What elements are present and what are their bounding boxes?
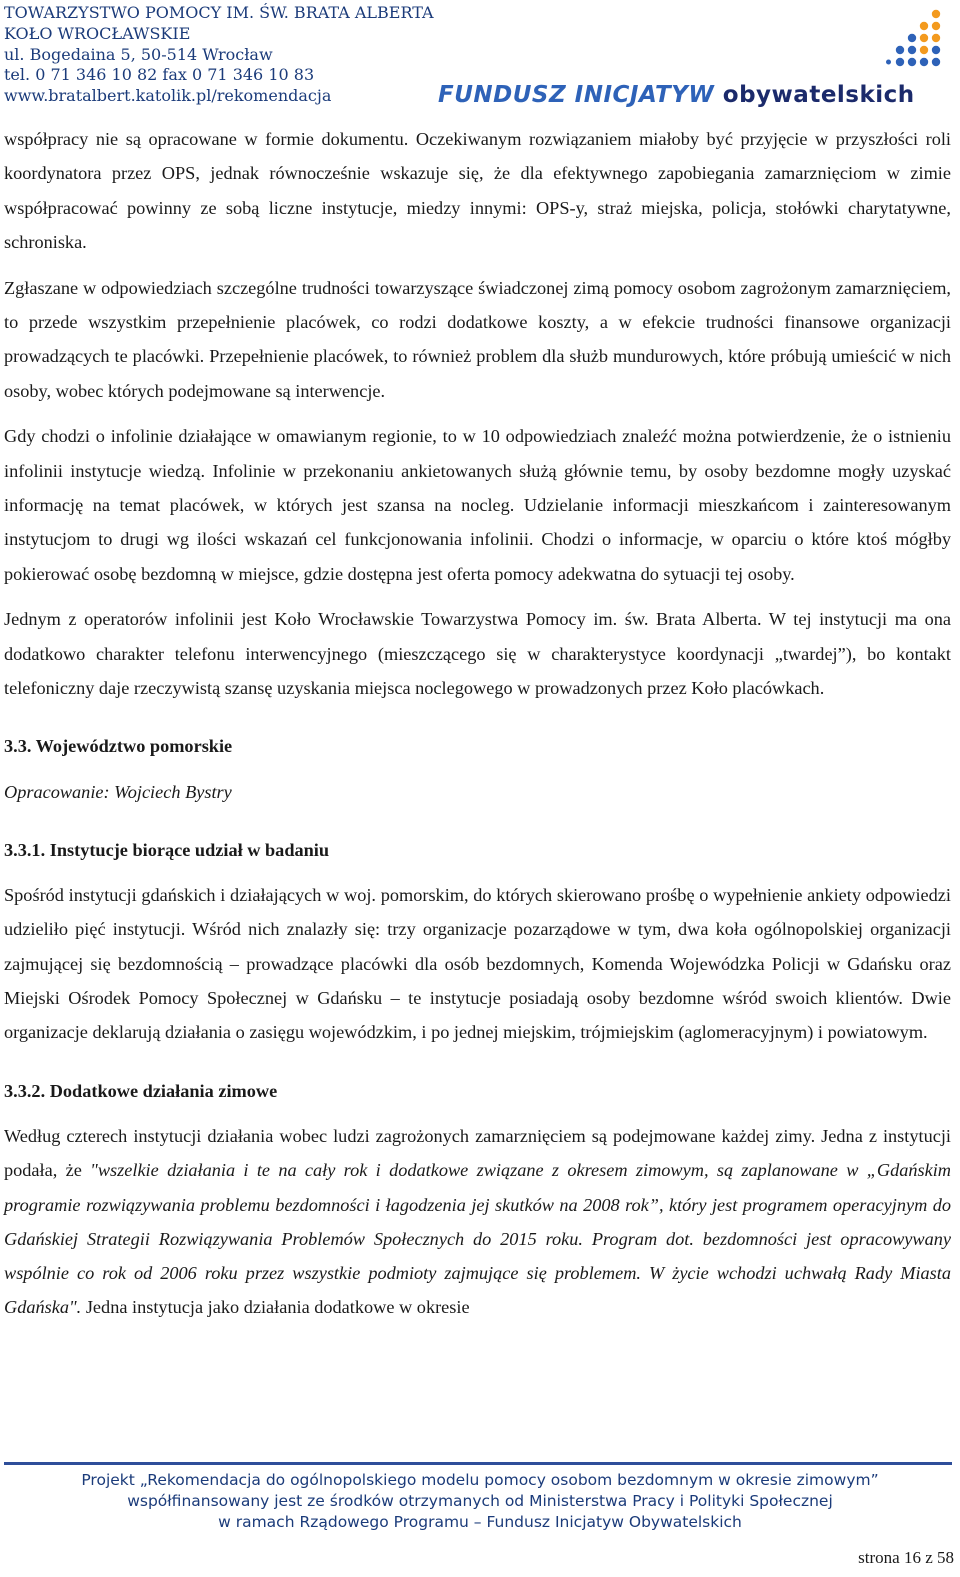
subsection-number: 3.3.1.: [4, 839, 46, 860]
subsection-title: Instytucje biorące udział w badaniu: [49, 839, 330, 860]
page-header: [0, 0, 960, 112]
fio-logo: [438, 6, 950, 110]
paragraph: Zgłaszane w odpowiedziach szczególne trudności towarzyszące świadczonej zimą pomocy osobom zagrożonym zamarznięciem, to przede wszystkim przepełnienie placówek, co rodzi dodatkowe koszty, a w efekcie trudności finansowe organizacji prowadzących te placówki. Przepełnienie placówek, to również problem dla służb mundurowych, które próbują umieścić w nich osoby, wobec których podejmowane są interwencje.: [4, 277, 951, 401]
organization-address-block: [4, 3, 434, 107]
section-author: Opracowanie: Wojciech Bystry: [4, 781, 232, 802]
page-footer: [0, 1460, 960, 1577]
org-name: TOWARZYSTWO POMOCY IM. ŚW. BRATA ALBERTA: [4, 3, 434, 22]
org-branch: KOŁO WROCŁAWSKIE: [4, 23, 191, 43]
paragraph: współpracy nie są opracowane w formie dokumentu. Oczekiwanym rozwiązaniem miałoby być przyjęcie w przyszłości roli koordynatora przez OPS, jednak równocześnie wskazuje się, że dla efektywnego zapobiegania zamarznięciom w zimie współpracować powinny ze sobą liczne instytucje, miedzy innymi: OPS-y, straż miejska, policja, stołówki charytatywne, schroniska.: [4, 129, 951, 252]
org-street: ul. Bogedaina 5, 50-514 Wrocław: [4, 44, 273, 64]
section-heading-3-3: 3.3. Województwo pomorskie: [4, 736, 233, 757]
quoted-text: "wszelkie działania i te na cały rok i dodatkowe związane z okresem zimowym, są zaplanowane w „Gdańskim programie rozwiązywania problemu bezdomności i łagodzenia jej skutków na 2008 rok”, który jest programem operacyjnym do Gdańskiej Strategii Rozwiązywania Problemów Społecznych do 2015 roku. Program dot. bezdomności jest opracowywany wspólnie co rok od 2006 roku przez wszystkie podmioty zajmujące się problemem. W życie wchodzi uchwałą Rady Miasta Gdańska".: [4, 1160, 951, 1318]
fio-logo-text: [438, 82, 950, 108]
subsection-heading-3-3-2: [4, 1074, 951, 1108]
footer-line: w ramach Rządowego Programu – Fundusz Inicjatyw Obywatelskich: [218, 1513, 742, 1531]
dots-logo-icon: [886, 6, 946, 76]
footer-divider: [4, 1462, 952, 1465]
footer-project-info: [0, 1470, 960, 1533]
footer-line: współfinansowany jest ze środków otrzymanych od Ministerstwa Pracy i Polityki Społecznej: [127, 1492, 833, 1510]
subsection-title: Dodatkowe działania zimowe: [49, 1080, 278, 1101]
fio-logo-word-1: FUNDUSZ INICJATYW: [438, 82, 715, 108]
org-phone-fax: tel. 0 71 346 10 82 fax 0 71 346 10 83: [4, 65, 315, 85]
paragraph-text: Według czterech instytucji działania wobec ludzi zagrożonych zamarznięciem są podejmowane każdej zimy. Jedna z instytucji podała, że: [4, 1125, 951, 1181]
paragraph-text: Jedna instytucja jako działania dodatkowe w okresie: [81, 1297, 470, 1318]
subsection-heading-3-3-1: [4, 833, 951, 867]
paragraph: Spośród instytucji gdańskich i działających w woj. pomorskim, do których skierowano prośbę o wypełnienie ankiety odpowiedzi udzieliło pięć instytucji. Wśród nich znalazły się: trzy organizacje pozarządowe w tym, dwa koła ogólnopolskiej organizacji zajmującej się bezdomnością – prowadzące placówki dla osób bezdomnych, Komenda Wojewódzka Policji w Gdańsku oraz Miejski Ośrodek Pomocy Społecznej w Gdańsku – te instytucje posiadają osoby bezdomne wśród swoich klientów. Dwie organizacje deklarują działania o zasięgu wojewódzkim, i po jednej miejskim, trójmiejskim (aglomeracyjnym) i powiatowym.: [4, 885, 951, 1043]
subsection-number: 3.3.2.: [4, 1080, 46, 1101]
org-website: www.bratalbert.katolik.pl/rekomendacja: [4, 86, 332, 106]
footer-line: Projekt „Rekomendacja do ogólnopolskiego modelu pomocy osobom bezdomnym w okresie zimowym”: [81, 1471, 879, 1489]
page-number: strona 16 z 58: [858, 1548, 954, 1567]
fio-logo-word-2: obywatelskich: [722, 82, 915, 108]
paragraph: [4, 1119, 951, 1325]
document-body: [4, 122, 951, 1336]
paragraph: Gdy chodzi o infolinie działające w omawianym regionie, to w 10 odpowiedziach znaleźć można potwierdzenie, że o istnieniu infolinii instytucje wiedzą. Infolinie w przekonaniu ankietowanych służą głównie temu, by osoby bezdomne mogły uzyskać informację na temat placówek, w których jest szansa na nocleg. Udzielanie informacji mieszkańcom i zainteresowanym instytucjom to drugi wg ilości wskazań cel funkcjonowania infolinii. Chodzi o informacje, w oparciu o które ktoś mógłby pokierować osobę bezdomną w miejsce, gdzie dostępna jest oferta pomocy adekwatna do sytuacji tej osoby.: [4, 426, 951, 584]
paragraph: Jednym z operatorów infolinii jest Koło Wrocławskie Towarzystwa Pomocy im. św. Brata Alberta. W tej instytucji ma ona dodatkowo charakter telefonu interwencyjnego (mieszczącego się w charakterystyce koordynacji „twardej”), bo kontakt telefoniczny daje rzeczywistą szansę uzyskania miejsca noclegowego w prowadzonych przez Koło placówkach.: [4, 609, 951, 698]
